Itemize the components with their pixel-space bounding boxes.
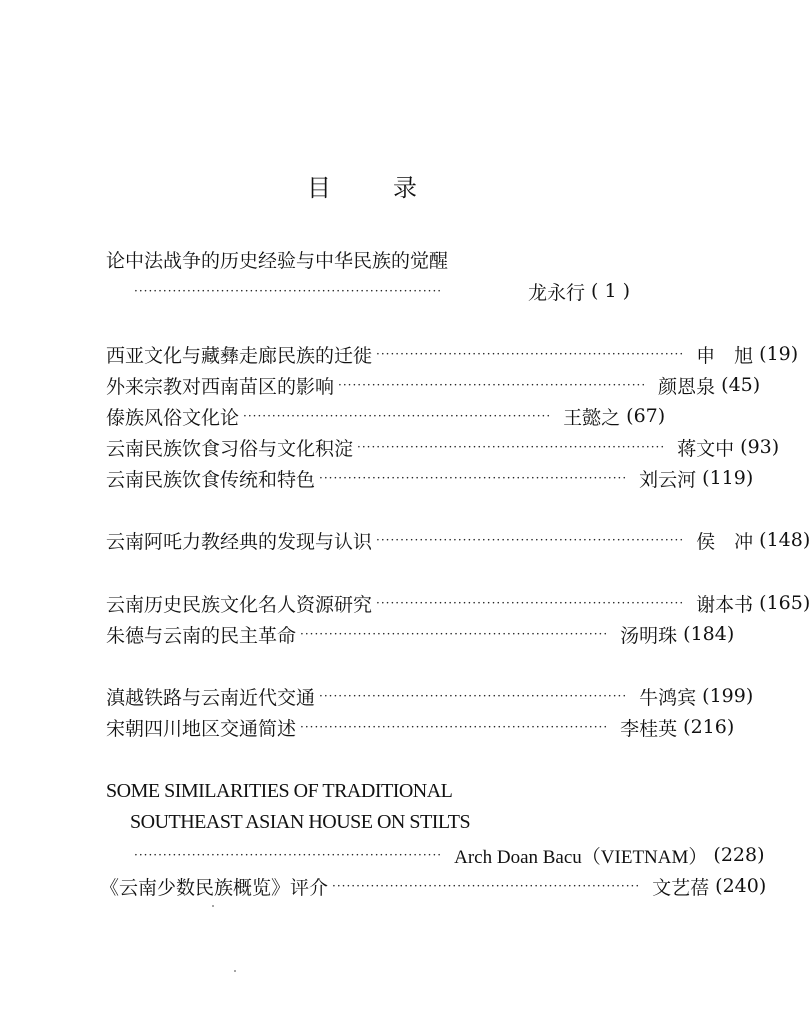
toc-page-number: (165) [759, 592, 810, 614]
toc-entry[interactable] [106, 619, 735, 649]
toc-title: 傣族风俗文化论 [106, 406, 240, 429]
dot-leader: ································································ [134, 848, 443, 862]
toc-page-number: (216) [683, 716, 735, 738]
toc-title: 《云南少数民族概览》评介 [100, 876, 329, 899]
dot-leader: ································································ [357, 440, 666, 454]
toc-author: 汤明珠 [620, 624, 678, 647]
toc-title: 滇越铁路与云南近代交通 [106, 686, 316, 709]
toc-author: 侯 冲 [696, 530, 754, 553]
toc-author: 申 旭 [696, 344, 754, 367]
toc-entry-1-title[interactable]: 论中法战争的历史经验与中华民族的觉醒 [106, 250, 449, 272]
scan-speck [212, 905, 214, 907]
toc-page-number: ( 1 ) [591, 280, 630, 302]
toc-title: 外来宗教对西南苗区的影响 [106, 375, 335, 398]
toc-entry[interactable] [106, 463, 754, 493]
toc-entry[interactable] [106, 588, 810, 618]
toc-english-title-line-2[interactable]: SOUTHEAST ASIAN HOUSE ON STILTS [130, 811, 471, 833]
toc-entry[interactable] [106, 339, 799, 369]
toc-author: 刘云河 [639, 468, 697, 491]
page-title [0, 168, 724, 203]
toc-author: 王懿之 [563, 406, 621, 429]
toc-title: 朱德与云南的民主革命 [106, 624, 297, 647]
toc-page-number: (93) [740, 436, 780, 458]
title-char-1: 目 [307, 174, 331, 202]
toc-entry[interactable] [106, 681, 754, 711]
toc-page-number: (19) [759, 343, 799, 365]
toc-author: 谢本书 [696, 593, 754, 616]
toc-title: 云南民族饮食习俗与文化积淀 [106, 437, 354, 460]
toc-page-number: (67) [626, 405, 666, 427]
toc-author: 牛鸿宾 [639, 686, 697, 709]
dot-leader: ································································ [332, 879, 641, 893]
toc-title: 云南历史民族文化名人资源研究 [106, 593, 373, 616]
dot-leader: ································································ [376, 347, 685, 361]
dot-leader: ································································ [300, 720, 609, 734]
dot-leader: ································································ [319, 689, 628, 703]
toc-page-number: (45) [721, 374, 761, 396]
toc-page-number: (148) [759, 529, 810, 551]
dot-leader: ································································ [300, 627, 609, 641]
dot-leader: ································································ [134, 284, 443, 298]
toc-author: Arch Doan Bacu（VIETNAM） [454, 846, 708, 868]
dot-leader: ································································ [319, 471, 628, 485]
dot-leader: ································································ [338, 378, 647, 392]
toc-entry[interactable] [100, 871, 767, 901]
dot-leader: ································································ [376, 596, 685, 610]
toc-title: 云南阿吒力教经典的发现与认识 [106, 530, 373, 553]
toc-entry-1-leader[interactable] [130, 276, 630, 306]
toc-english-title-line-1[interactable]: SOME SIMILARITIES OF TRADITIONAL [106, 780, 453, 802]
toc-page-number: (199) [702, 685, 754, 707]
toc-author: 龙永行 [527, 281, 585, 304]
dot-leader: ································································ [376, 533, 685, 547]
toc-page-number: (240) [715, 875, 767, 897]
dot-leader: ································································ [243, 409, 552, 423]
title-char-2: 录 [393, 174, 417, 202]
toc-author: 李桂英 [620, 717, 678, 740]
toc-title: 宋朝四川地区交通简述 [106, 717, 297, 740]
toc-entry[interactable] [106, 712, 735, 742]
toc-entry[interactable] [106, 432, 780, 462]
toc-entry[interactable] [106, 370, 761, 400]
toc-page-number: (119) [702, 467, 754, 489]
toc-author: 文艺蓓 [652, 876, 710, 899]
toc-page-number: (228) [713, 844, 765, 866]
toc-page-number: (184) [683, 623, 735, 645]
toc-entry[interactable] [106, 401, 666, 431]
scan-speck [234, 970, 236, 972]
toc-author: 颜恩泉 [658, 375, 716, 398]
toc-entry[interactable] [106, 525, 810, 555]
toc-title: 云南民族饮食传统和特色 [106, 468, 316, 491]
toc-title: 西亚文化与藏彝走廊民族的迁徙 [106, 344, 373, 367]
toc-english-entry-leader[interactable] [130, 840, 765, 870]
toc-author: 蒋文中 [677, 437, 735, 460]
